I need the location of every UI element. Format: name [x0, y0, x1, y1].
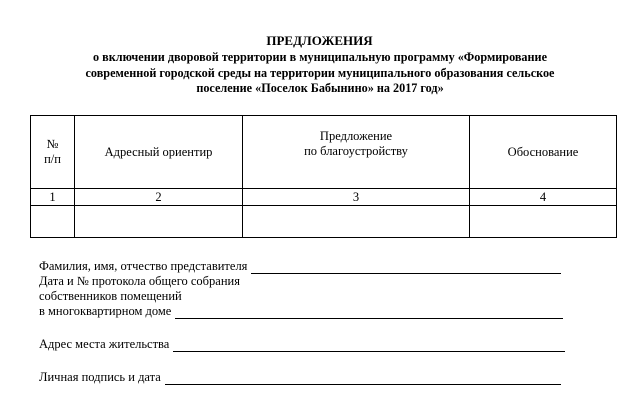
address-label: Адрес места жительства — [39, 337, 170, 351]
blank-cell-number[interactable] — [31, 206, 75, 238]
header-cell-proposal — [243, 116, 470, 189]
header-cell-justification — [470, 116, 617, 189]
subtitle-line: поселение «Поселок Бабынино» на 2017 год» — [196, 81, 444, 95]
protocol-label-line3: в многоквартирном доме — [39, 304, 172, 318]
representative-name-blank[interactable] — [251, 262, 561, 274]
header-number-line1: № — [46, 137, 59, 151]
signature-field — [39, 370, 599, 385]
blank-cell-address[interactable] — [75, 206, 243, 238]
table-column-number-row — [31, 189, 617, 206]
signature-label: Личная подпись и дата — [39, 370, 161, 384]
protocol-label-line1: Дата и № протокола общего собрания — [39, 274, 240, 288]
protocol-field — [39, 304, 599, 319]
header-cell-address — [75, 116, 243, 189]
header-cell-number — [31, 116, 75, 189]
header-proposal-line2: по благоустройству — [304, 144, 408, 158]
header-justification-text: Обоснование — [507, 144, 579, 159]
table-header-row — [31, 116, 617, 189]
document-title: ПРЕДЛОЖЕНИЯ — [266, 33, 373, 48]
proposals-table — [30, 115, 617, 238]
subtitle-line: о включении дворовой территории в муниципальную программу «Формирование — [93, 50, 547, 64]
representative-name-field — [39, 259, 599, 274]
document-subtitle — [20, 50, 620, 97]
protocol-blank[interactable] — [175, 307, 563, 319]
table-blank-row — [31, 206, 617, 238]
protocol-label-line2: собственников помещений — [39, 289, 182, 303]
signature-blank[interactable] — [165, 373, 561, 385]
blank-cell-justification[interactable] — [470, 206, 617, 238]
address-field — [39, 337, 599, 352]
address-blank[interactable] — [173, 340, 565, 352]
blank-cell-proposal[interactable] — [243, 206, 470, 238]
column-number-cell: 2 — [75, 189, 243, 206]
header-proposal-line1: Предложение — [319, 129, 393, 143]
column-number-cell: 1 — [31, 189, 75, 206]
header-address-text: Адресный ориентир — [104, 144, 213, 159]
column-number-cell: 4 — [470, 189, 617, 206]
column-number-cell: 3 — [243, 189, 470, 206]
applicant-fields — [39, 259, 599, 385]
subtitle-line: современной городской среды на территории муниципального образования сельское — [85, 65, 555, 80]
representative-name-label: Фамилия, имя, отчество представителя — [39, 259, 248, 273]
header-number-line2: п/п — [44, 152, 61, 166]
